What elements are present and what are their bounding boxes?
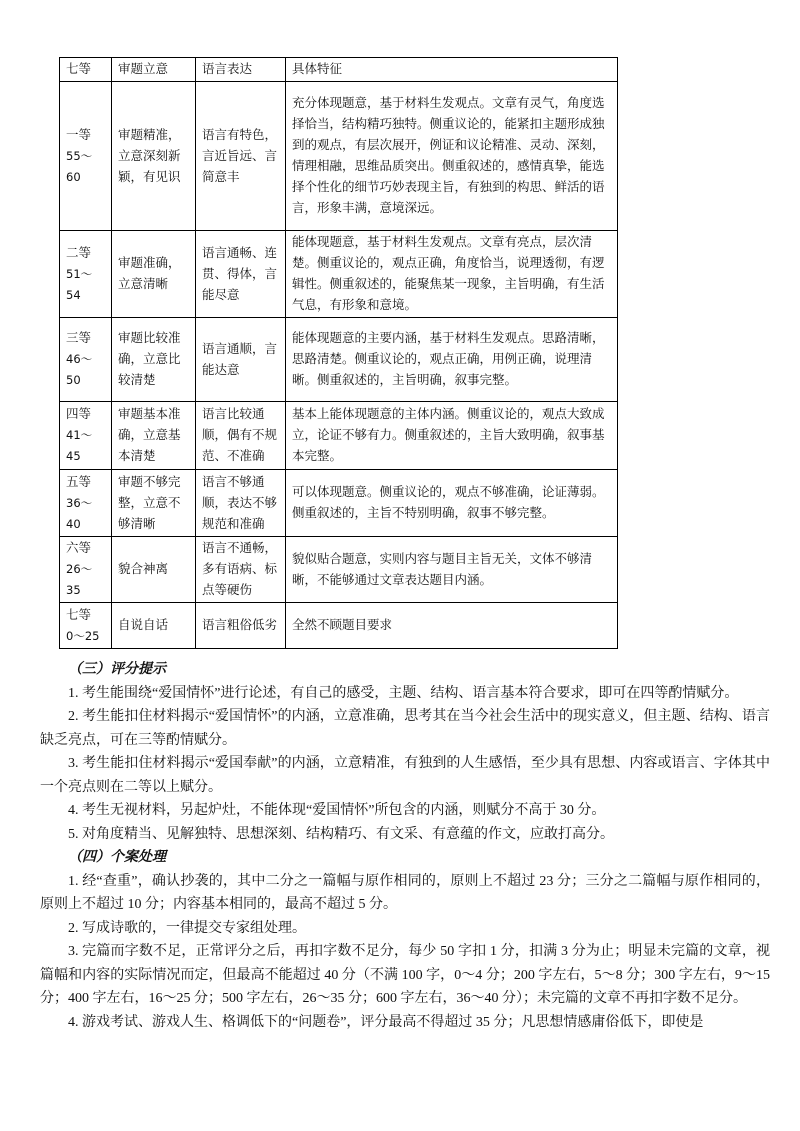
features-cell: 充分体现题意，基于材料生发观点。文章有灵气，角度选择恰当，结构精巧独特。侧重议论的，能紧扣主题形成独到的观点，有层次展开，例证和议论精准、灵动、深刻，情理相融，思维品质突出。侧重叙述的，感情真挚，能选择个性化的细节巧妙表现主旨，有独到的构思、鲜活的语言，形象丰满，意境深远。 (286, 82, 618, 231)
grade-cell (60, 402, 112, 470)
language-cell: 语言不够通顺，表达不够规范和准确 (196, 470, 286, 537)
language-cell: 语言比较通顺，偶有不规范、不准确 (196, 402, 286, 470)
grade-cell (60, 470, 112, 537)
paragraph: 5. 对角度精当、见解独特、思想深刻、结构精巧、有文采、有意蕴的作文，应敢打高分。 (68, 826, 614, 842)
topic-intent-cell: 审题基本准确，立意基本清楚 (112, 402, 196, 470)
grade-label: 七等 (66, 607, 92, 622)
table-row (60, 318, 618, 402)
grade-cell (60, 537, 112, 603)
body-text (40, 658, 770, 1034)
grade-label: 二等 (66, 245, 92, 260)
table-row (60, 603, 618, 649)
paragraph: 3. 完篇而字数不足，正常评分之后，再扣字数不足分，每少 50 字扣 1 分，扣满 3 分为止；明显未完篇的文章，视篇幅和内容的实际情况而定，但最高不能超过 40 分（不满 100 字，0～4 分；200 字左右，5～8 分；300 字左右，9～15 分；400 字左右，16～25 分；500 字左右，26～35 分；600 字左右，36～40 分）；未完篇的文章不再扣字数不足分。 (40, 944, 770, 1006)
table-row (60, 82, 618, 231)
section-heading-case-handling: （四）个案处理 (68, 850, 166, 865)
grade-cell (60, 603, 112, 649)
features-cell: 能体现题意，基于材料生发观点。文章有亮点，层次清楚。侧重议论的，观点正确，角度恰当，说理透彻，有逻辑性。侧重叙述的，能聚焦某一现象，主旨明确，有生活气息，有形象和意境。 (286, 231, 618, 318)
grade-cell (60, 318, 112, 402)
score-range: 36～40 (66, 495, 93, 531)
topic-intent-cell: 审题比较准确，立意比较清楚 (112, 318, 196, 402)
table-row (60, 470, 618, 537)
score-range: 55～60 (66, 148, 93, 184)
table-row (60, 402, 618, 470)
grade-label: 一等 (66, 127, 92, 142)
table-row (60, 537, 618, 603)
features-cell: 可以体现题意。侧重议论的，观点不够准确，论证薄弱。侧重叙述的，主旨不特别明确，叙事不够完整。 (286, 470, 618, 537)
topic-intent-cell: 审题准确，立意清晰 (112, 231, 196, 318)
score-range: 26～35 (66, 562, 93, 597)
grade-cell (60, 231, 112, 318)
language-cell: 语言不通畅，多有语病、标点等硬伤 (196, 537, 286, 603)
features-cell: 能体现题意的主要内涵，基于材料生发观点。思路清晰，思路清楚。侧重议论的，观点正确，用例正确，说理清晰。侧重叙述的，主旨明确，叙事完整。 (286, 318, 618, 402)
header-topic-intent: 审题立意 (112, 58, 196, 82)
score-range: 41～45 (66, 428, 93, 463)
paragraph: 4. 游戏考试、游戏人生、格调低下的“问题卷”，评分最高不得超过 35 分；凡思想情感庸俗低下，即使是 (68, 1014, 704, 1030)
features-cell: 貌似贴合题意，实则内容与题目主旨无关，文体不够清晰，不能够通过文章表达题目内涵。 (286, 537, 618, 603)
grading-rubric-table (59, 57, 618, 649)
table-header-row (60, 58, 618, 82)
score-range: 0～25 (66, 628, 100, 643)
score-range: 46～50 (66, 352, 93, 387)
language-cell: 语言通顺，言能达意 (196, 318, 286, 402)
features-cell: 全然不顾题目要求 (286, 603, 618, 649)
language-cell: 语言通畅、连贯、得体，言能尽意 (196, 231, 286, 318)
language-cell: 语言粗俗低劣 (196, 603, 286, 649)
header-features: 具体特征 (286, 58, 618, 82)
paragraph: 1. 考生能围绕“爱国情怀”进行论述，有自己的感受，主题、结构、语言基本符合要求，即可在四等酌情赋分。 (68, 685, 739, 701)
paragraph: 3. 考生能扣住材料揭示“爱国奉献”的内涵，立意精准，有独到的人生感悟，至少具有思想、内容或语言、字体其中一个亮点则在二等以上赋分。 (40, 756, 770, 795)
topic-intent-cell: 审题不够完整，立意不够清晰 (112, 470, 196, 537)
paragraph: 1. 经“查重”，确认抄袭的，其中二分之一篇幅与原作相同的，原则上不超过 23 分；三分之二篇幅与原作相同的，原则上不超过 10 分；内容基本相同的，最高不超过 5 分。 (40, 873, 770, 912)
grade-label: 四等 (66, 407, 92, 421)
topic-intent-cell: 貌合神离 (112, 537, 196, 603)
grade-label: 六等 (66, 541, 92, 555)
language-cell: 语言有特色，言近旨远、言简意丰 (196, 82, 286, 231)
header-grade: 七等 (60, 58, 112, 82)
paragraph: 2. 写成诗歌的，一律提交专家组处理。 (68, 920, 306, 936)
topic-intent-cell: 自说自话 (112, 603, 196, 649)
header-language: 语言表达 (196, 58, 286, 82)
grade-label: 五等 (66, 474, 92, 489)
table-row (60, 231, 618, 318)
topic-intent-cell: 审题精准，立意深刻新颖，有见识 (112, 82, 196, 231)
score-range: 51～54 (66, 266, 93, 302)
grade-label: 三等 (66, 331, 92, 345)
features-cell: 基本上能体现题意的主体内涵。侧重议论的，观点大致成立，论证不够有力。侧重叙述的，主旨大致明确，叙事基本完整。 (286, 402, 618, 470)
section-heading-scoring-tips: （三）评分提示 (68, 662, 166, 677)
grade-cell (60, 82, 112, 231)
paragraph: 4. 考生无视材料，另起炉灶，不能体现“爱国情怀”所包含的内涵，则赋分不高于 30 分。 (68, 803, 606, 818)
paragraph: 2. 考生能扣住材料揭示“爱国情怀”的内涵，立意准确，思考其在当今社会生活中的现实意义，但主题、结构、语言缺乏亮点，可在三等酌情赋分。 (40, 709, 770, 748)
